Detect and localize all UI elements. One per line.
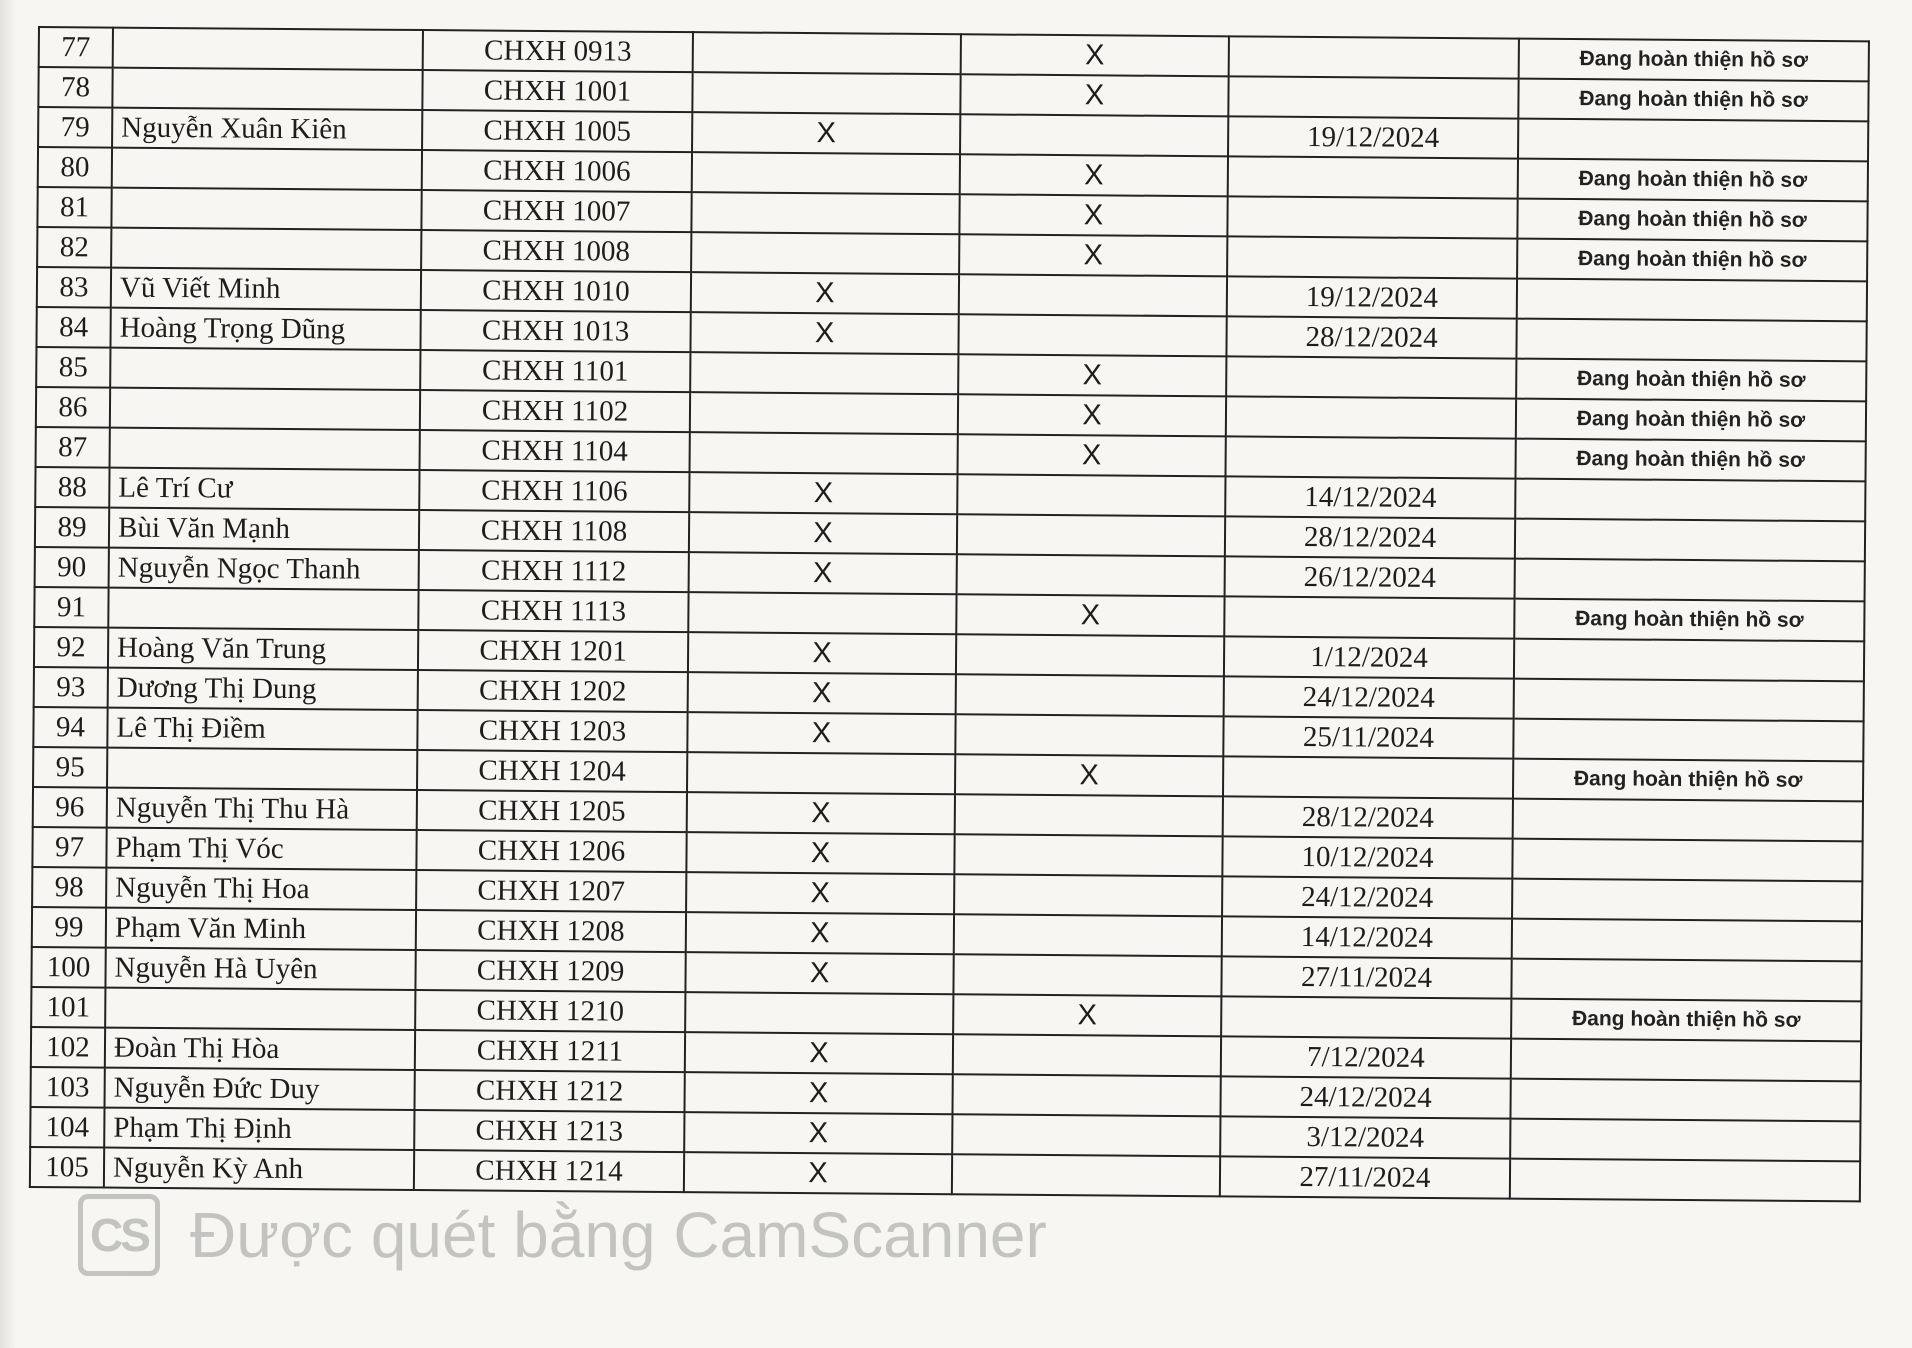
cell-full-name: Bùi Văn Mạnh	[109, 508, 419, 550]
cell-full-name	[110, 348, 420, 390]
cell-row-number: 80	[38, 147, 112, 188]
cell-row-number: 83	[37, 267, 111, 308]
cell-date	[1225, 436, 1515, 478]
cell-date: 26/12/2024	[1225, 556, 1515, 598]
cell-mark-column-b: X	[959, 194, 1227, 236]
cell-date: 28/12/2024	[1226, 316, 1516, 358]
cell-date	[1227, 236, 1517, 278]
cell-apartment-code: CHXH 1211	[415, 1030, 685, 1072]
cell-mark-column-b: X	[958, 354, 1226, 396]
cell-status-note: Đang hoàn thiện hồ sơ	[1519, 39, 1869, 82]
cell-full-name: Nguyễn Xuân Kiên	[112, 108, 422, 150]
cell-mark-column-a: X	[689, 472, 957, 514]
cell-mark-column-b	[954, 914, 1222, 956]
cell-mark-column-b	[955, 714, 1223, 756]
watermark-text: Được quét bằng CamScanner	[190, 1199, 1047, 1271]
cell-mark-column-b	[957, 514, 1225, 556]
cell-date	[1227, 196, 1517, 238]
cell-apartment-code: CHXH 1212	[414, 1070, 684, 1112]
cell-apartment-code: CHXH 1104	[420, 430, 690, 472]
cell-apartment-code: CHXH 1206	[416, 830, 686, 872]
cell-apartment-code: CHXH 1205	[417, 790, 687, 832]
cell-row-number: 92	[34, 627, 108, 668]
cell-mark-column-a: X	[692, 112, 960, 154]
cell-date: 3/12/2024	[1220, 1116, 1510, 1158]
cell-apartment-code: CHXH 1210	[415, 990, 685, 1032]
cell-full-name: Phạm Văn Minh	[106, 908, 416, 950]
cell-apartment-code: CHXH 1001	[422, 70, 692, 112]
cell-date: 14/12/2024	[1222, 916, 1512, 958]
cell-mark-column-a: X	[687, 792, 955, 834]
cell-mark-column-b	[960, 114, 1228, 156]
cell-full-name	[110, 388, 420, 430]
cell-status-note	[1511, 959, 1861, 1002]
cell-mark-column-a	[688, 592, 956, 634]
cell-mark-column-b	[956, 674, 1224, 716]
cell-mark-column-b	[956, 634, 1224, 676]
cell-row-number: 86	[36, 387, 110, 428]
cell-full-name	[113, 28, 423, 70]
cell-row-number: 101	[31, 987, 105, 1028]
cell-mark-column-b: X	[960, 154, 1228, 196]
cell-full-name: Lê Thị Điềm	[107, 708, 417, 750]
cell-apartment-code: CHXH 1213	[414, 1110, 684, 1152]
cell-row-number: 82	[37, 227, 111, 268]
cell-date: 28/12/2024	[1223, 796, 1513, 838]
cell-mark-column-b: X	[959, 234, 1227, 276]
cell-row-number: 104	[30, 1107, 104, 1148]
cell-mark-column-a: X	[688, 632, 956, 674]
cell-mark-column-a: X	[687, 712, 955, 754]
cell-apartment-code: CHXH 1008	[421, 230, 691, 272]
cell-row-number: 91	[34, 587, 108, 628]
cell-status-note: Đang hoàn thiện hồ sơ	[1518, 79, 1868, 122]
cell-full-name: Nguyễn Ngọc Thanh	[109, 548, 419, 590]
cell-apartment-code: CHXH 1102	[420, 390, 690, 432]
cell-full-name	[110, 428, 420, 470]
cell-mark-column-a: X	[686, 872, 954, 914]
cell-status-note	[1513, 799, 1863, 842]
cell-mark-column-a: X	[691, 272, 959, 314]
camscanner-logo-icon: CS	[78, 1194, 160, 1276]
cell-apartment-code: CHXH 1112	[419, 550, 689, 592]
cell-row-number: 105	[30, 1147, 104, 1188]
cell-apartment-code: CHXH 1201	[418, 630, 688, 672]
cell-status-note: Đang hoàn thiện hồ sơ	[1516, 359, 1866, 402]
cell-row-number: 99	[32, 907, 106, 948]
cell-apartment-code: CHXH 1208	[416, 910, 686, 952]
cell-apartment-code: CHXH 1214	[414, 1150, 684, 1192]
cell-status-note	[1517, 279, 1867, 322]
cell-status-note	[1512, 879, 1862, 922]
cell-mark-column-a	[690, 392, 958, 434]
cell-mark-column-b: X	[953, 994, 1221, 1036]
cell-apartment-code: CHXH 1101	[420, 350, 690, 392]
cell-mark-column-a: X	[685, 952, 953, 994]
cell-date: 19/12/2024	[1228, 116, 1518, 158]
cell-date	[1228, 76, 1518, 118]
cell-mark-column-a: X	[689, 512, 957, 554]
cell-status-note: Đang hoàn thiện hồ sơ	[1515, 439, 1865, 482]
cell-date	[1223, 756, 1513, 798]
cell-status-note	[1514, 679, 1864, 722]
cell-mark-column-b: X	[956, 594, 1224, 636]
table-container	[38, 26, 1868, 1194]
cell-row-number: 78	[38, 67, 112, 108]
cell-mark-column-b	[957, 474, 1225, 516]
scan-shadow-edge	[0, 0, 16, 1348]
cell-date	[1226, 356, 1516, 398]
cell-row-number: 97	[32, 827, 106, 868]
cell-status-note: Đang hoàn thiện hồ sơ	[1517, 239, 1867, 282]
cell-row-number: 88	[35, 467, 109, 508]
cell-row-number: 89	[35, 507, 109, 548]
cell-mark-column-a: X	[684, 1152, 952, 1194]
cell-date: 27/11/2024	[1220, 1156, 1510, 1198]
cell-row-number: 81	[37, 187, 111, 228]
cell-status-note	[1515, 479, 1865, 522]
cell-full-name: Nguyễn Đức Duy	[105, 1068, 415, 1110]
cell-full-name: Hoàng Trọng Dũng	[110, 308, 420, 350]
cell-full-name: Lê Trí Cư	[109, 468, 419, 510]
cell-status-note	[1512, 839, 1862, 882]
cell-full-name: Dương Thị Dung	[108, 668, 418, 710]
cell-status-note	[1510, 1119, 1860, 1162]
cell-full-name: Phạm Thị Định	[104, 1108, 414, 1150]
cell-apartment-code: CHXH 1106	[419, 470, 689, 512]
cell-mark-column-b	[957, 554, 1225, 596]
cell-mark-column-a: X	[685, 1032, 953, 1074]
cell-full-name: Vũ Viết Minh	[111, 268, 421, 310]
cell-mark-column-a	[692, 152, 960, 194]
cell-mark-column-b	[953, 954, 1221, 996]
cell-status-note	[1515, 519, 1865, 562]
cell-mark-column-b	[954, 874, 1222, 916]
cell-row-number: 98	[32, 867, 106, 908]
cell-date	[1228, 156, 1518, 198]
cell-date: 10/12/2024	[1222, 836, 1512, 878]
cell-mark-column-b: X	[961, 34, 1229, 76]
cell-row-number: 79	[38, 107, 112, 148]
table-body	[30, 27, 1869, 1201]
cell-mark-column-a: X	[686, 832, 954, 874]
cell-mark-column-b	[952, 1074, 1220, 1116]
cell-mark-column-b	[958, 314, 1226, 356]
cell-full-name	[108, 588, 418, 630]
cell-apartment-code: CHXH 1013	[420, 310, 690, 352]
cell-status-note	[1516, 319, 1866, 362]
cell-date: 27/11/2024	[1221, 956, 1511, 998]
cell-mark-column-a	[690, 432, 958, 474]
cell-mark-column-a: X	[688, 672, 956, 714]
cell-mark-column-a: X	[689, 552, 957, 594]
cell-full-name	[111, 228, 421, 270]
cell-full-name: Phạm Thị Vóc	[106, 828, 416, 870]
cell-full-name	[111, 188, 421, 230]
cell-full-name	[107, 748, 417, 790]
cell-status-note: Đang hoàn thiện hồ sơ	[1516, 399, 1866, 442]
cell-row-number: 95	[33, 747, 107, 788]
cell-date: 24/12/2024	[1222, 876, 1512, 918]
cell-date: 7/12/2024	[1221, 1036, 1511, 1078]
cell-date	[1229, 36, 1519, 78]
cell-row-number: 100	[31, 947, 105, 988]
cell-mark-column-a: X	[684, 1112, 952, 1154]
cell-date: 14/12/2024	[1225, 476, 1515, 518]
cell-mark-column-b: X	[958, 394, 1226, 436]
cell-full-name: Nguyễn Kỳ Anh	[104, 1148, 414, 1190]
cell-mark-column-a	[691, 192, 959, 234]
camscanner-watermark	[78, 1193, 1047, 1277]
cell-status-note	[1515, 559, 1865, 602]
cell-apartment-code: CHXH 1005	[422, 110, 692, 152]
cell-status-note: Đang hoàn thiện hồ sơ	[1514, 599, 1864, 642]
cell-mark-column-a: X	[686, 912, 954, 954]
cell-row-number: 84	[36, 307, 110, 348]
cell-row-number: 93	[34, 667, 108, 708]
cell-apartment-code: CHXH 1108	[419, 510, 689, 552]
cell-status-note	[1512, 919, 1862, 962]
cell-apartment-code: CHXH 0913	[423, 30, 693, 72]
cell-mark-column-a	[690, 352, 958, 394]
cell-mark-column-a	[687, 752, 955, 794]
cell-date	[1226, 396, 1516, 438]
cell-date: 28/12/2024	[1225, 516, 1515, 558]
cell-row-number: 94	[33, 707, 107, 748]
cell-mark-column-b	[952, 1154, 1220, 1196]
cell-date: 19/12/2024	[1227, 276, 1517, 318]
cell-date	[1221, 996, 1511, 1038]
cell-status-note	[1514, 639, 1864, 682]
cell-mark-column-a	[685, 992, 953, 1034]
cell-full-name: Đoàn Thị Hòa	[105, 1028, 415, 1070]
cell-row-number: 103	[31, 1067, 105, 1108]
cell-date: 24/12/2024	[1220, 1076, 1510, 1118]
cell-row-number: 90	[35, 547, 109, 588]
cell-status-note	[1510, 1079, 1860, 1122]
cell-mark-column-a	[693, 32, 961, 74]
cell-apartment-code: CHXH 1203	[417, 710, 687, 752]
cell-mark-column-b	[959, 274, 1227, 316]
cell-date: 1/12/2024	[1224, 636, 1514, 678]
cell-mark-column-b	[955, 794, 1223, 836]
cell-mark-column-b: X	[955, 754, 1223, 796]
cell-mark-column-a: X	[690, 312, 958, 354]
cell-full-name	[112, 68, 422, 110]
cell-row-number: 96	[33, 787, 107, 828]
cell-apartment-code: CHXH 1007	[421, 190, 691, 232]
cell-mark-column-a	[691, 232, 959, 274]
cell-status-note: Đang hoàn thiện hồ sơ	[1517, 199, 1867, 242]
cell-full-name	[105, 988, 415, 1030]
cell-mark-column-a: X	[684, 1072, 952, 1114]
cell-full-name: Nguyễn Hà Uyên	[105, 948, 415, 990]
cell-mark-column-b	[952, 1114, 1220, 1156]
cell-apartment-code: CHXH 1113	[418, 590, 688, 632]
cell-status-note: Đang hoàn thiện hồ sơ	[1518, 159, 1868, 202]
cell-apartment-code: CHXH 1209	[415, 950, 685, 992]
housing-list-table	[29, 26, 1870, 1202]
cell-full-name: Nguyễn Thị Hoa	[106, 868, 416, 910]
cell-status-note	[1511, 1039, 1861, 1082]
cell-apartment-code: CHXH 1010	[421, 270, 691, 312]
cell-row-number: 85	[36, 347, 110, 388]
cell-apartment-code: CHXH 1202	[418, 670, 688, 712]
cell-status-note	[1513, 719, 1863, 762]
cell-mark-column-b	[954, 834, 1222, 876]
cell-apartment-code: CHXH 1207	[416, 870, 686, 912]
cell-full-name: Nguyễn Thị Thu Hà	[107, 788, 417, 830]
cell-full-name	[112, 148, 422, 190]
cell-status-note	[1518, 119, 1868, 162]
cell-status-note: Đang hoàn thiện hồ sơ	[1513, 759, 1863, 802]
cell-date: 24/12/2024	[1224, 676, 1514, 718]
cell-row-number: 102	[31, 1027, 105, 1068]
cell-apartment-code: CHXH 1204	[417, 750, 687, 792]
cell-row-number: 77	[39, 27, 113, 68]
cell-mark-column-b: X	[960, 74, 1228, 116]
cell-full-name: Hoàng Văn Trung	[108, 628, 418, 670]
cell-mark-column-a	[692, 72, 960, 114]
cell-row-number: 87	[36, 427, 110, 468]
cell-date: 25/11/2024	[1223, 716, 1513, 758]
cell-status-note	[1510, 1159, 1860, 1202]
cell-date	[1224, 596, 1514, 638]
cell-mark-column-b: X	[958, 434, 1226, 476]
cell-mark-column-b	[953, 1034, 1221, 1076]
cell-apartment-code: CHXH 1006	[422, 150, 692, 192]
cell-status-note: Đang hoàn thiện hồ sơ	[1511, 999, 1861, 1042]
